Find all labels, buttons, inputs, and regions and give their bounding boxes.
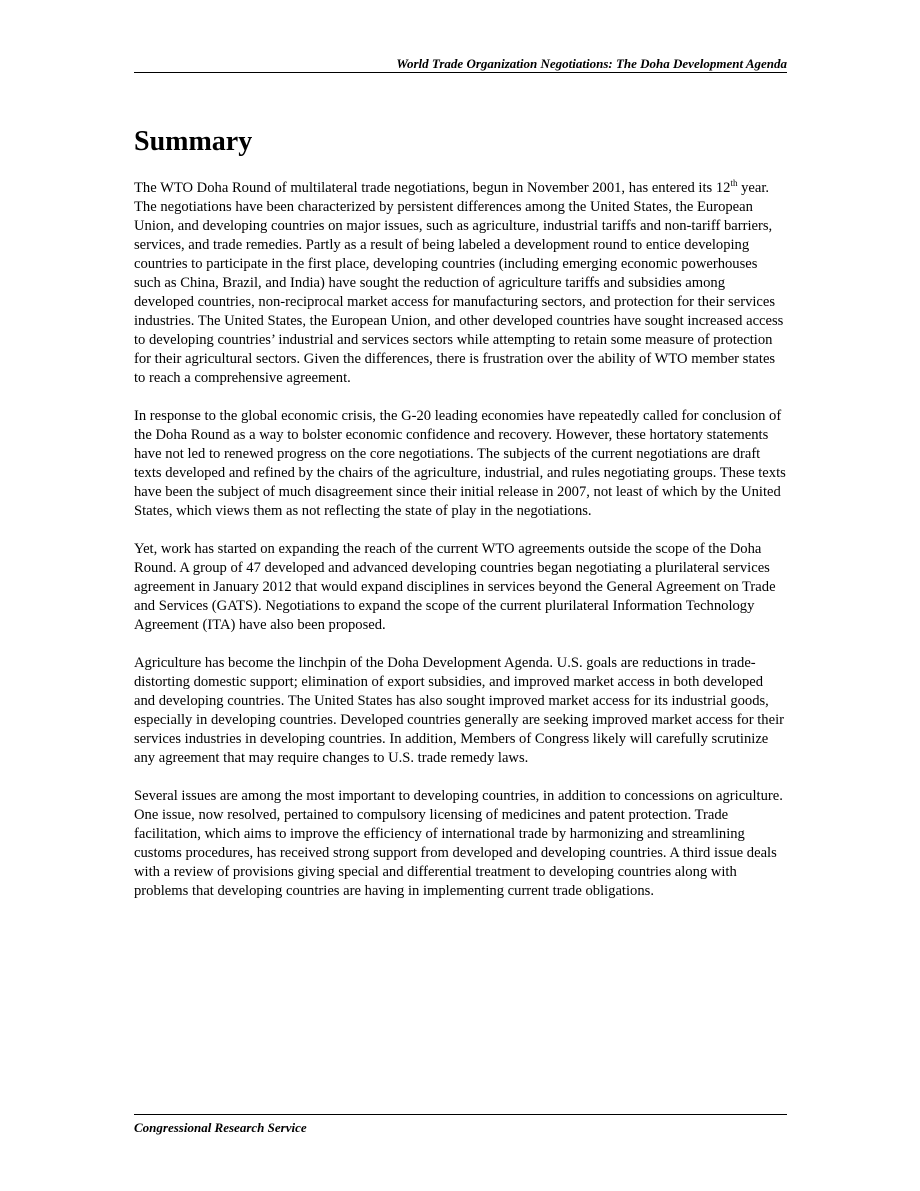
paragraph-1	[134, 179, 787, 388]
footer-organization: Congressional Research Service	[134, 1120, 307, 1135]
footer-divider	[134, 1114, 787, 1115]
paragraph-3: Yet, work has started on expanding the reach of the current WTO agreements outside the scope of the Doha Round. A group of 47 developed and advanced developing countries began negotiating a plurilateral services agreement in January 2012 that would expand disciplines in services beyond the General Agreement on Trade and Services (GATS). Negotiations to expand the scope of the current plurilateral Information Technology Agreement (ITA) have also been proposed.	[134, 541, 776, 633]
ordinal-superscript: th	[730, 178, 738, 189]
section-heading: Summary	[134, 126, 253, 157]
summary-section	[134, 125, 787, 920]
paragraph-2: In response to the global economic crisis, the G-20 leading economies have repeatedly called for conclusion of the Doha Round as a way to bolster economic confidence and recovery. However, these hortatory statements have not led to renewed progress on the core negotiations. The subjects of the current negotiations are draft texts developed and refined by the chairs of the agriculture, industrial, and rules negotiating groups. These texts have been the subject of much disagreement since their initial release in 2007, not least of which by the United States, which views them as not reflecting the state of play in the negotiations.	[134, 408, 786, 519]
running-header: World Trade Organization Negotiations: The Doha Development Agenda	[396, 56, 787, 71]
paragraph-5: Several issues are among the most important to developing countries, in addition to concessions on agriculture. One issue, now resolved, pertained to compulsory licensing of medicines and patent protection. Trade facilitation, which aims to improve the efficiency of international trade by harmonizing and streamlining customs procedures, has received strong support from developed and developing countries. A third issue deals with a review of provisions giving special and differential treatment to developing countries along with problems that developing countries are having in implementing current trade obligations.	[134, 788, 783, 899]
paragraph-1-text-b: year. The negotiations have been characterized by persistent differences among the United States, the European Union, and developing countries on major issues, such as agriculture, industrial tariffs and non-tariff barriers, services, and trade remedies. Partly as a result of being labeled a development round to entice developing countries to participate in the first place, developing countries (including emerging economic powerhouses such as China, Brazil, and India) have sought the reduction of agriculture tariffs and subsidies among developed countries, non-reciprocal market access for manufacturing sectors, and protection for their services industries. The United States, the European Union, and other developed countries have sought increased access to developing countries’ industrial and services sectors while attempting to retain some measure of protection for their agricultural sectors. Given the differences, there is frustration over the ability of WTO member states to reach a comprehensive agreement.	[134, 180, 784, 386]
paragraph-4: Agriculture has become the linchpin of the Doha Development Agenda. U.S. goals are reductions in trade-distorting domestic support; elimination of export subsidies, and improved market access in both developed and developing countries. The United States has also sought improved market access for its industrial goods, especially in developing countries. Developed countries generally are seeking improved market access for their services industries in developing countries. In addition, Members of Congress likely will carefully scrutinize any agreement that may require changes to U.S. trade remedy laws.	[134, 655, 784, 766]
header-divider	[134, 72, 787, 73]
paragraph-1-text-a: The WTO Doha Round of multilateral trade negotiations, begun in November 2001, has entered its 12	[134, 180, 731, 196]
